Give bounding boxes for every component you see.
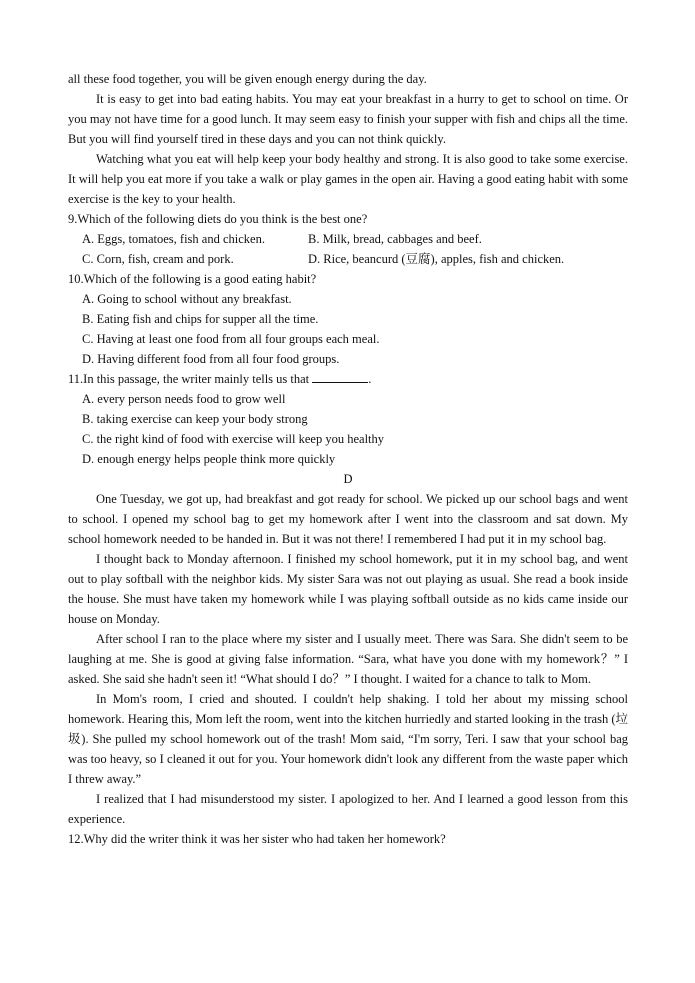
passage-d-paragraph-3: After school I ran to the place where my sister and I usually meet. There was Sara. She didn't seem to be laughing at me. She is good at giving false information. “Sara, what have you done with my homework？” I asked. She said she hadn't seen it! “What should I do？” I thought. I waited for a chance to talk to Mom. <box>68 632 628 686</box>
passage-d-paragraph-2: I thought back to Monday afternoon. I finished my school homework, put it in my school bag, and went out to play softball with the neighbor kids. My sister Sara was not out playing as usual. She read a book inside the house. She must have taken my homework while I was playing softball outside as no kids came inside our house on Monday. <box>68 552 628 626</box>
question-11-stem-line <box>68 369 628 389</box>
question-10-stem: 10.Which of the following is a good eating habit? <box>68 272 317 286</box>
question-10-option-c: C. Having at least one food from all four groups each meal. <box>82 332 380 346</box>
question-9 <box>68 209 628 269</box>
answer-blank <box>312 370 368 383</box>
question-9-options-row-1 <box>68 229 628 249</box>
question-11 <box>68 369 628 469</box>
question-11-stem-end: . <box>368 372 372 386</box>
passage-c-paragraph-1: It is easy to get into bad eating habits. You may eat your breakfast in a hurry to get to school on time. Or you may not have time for a good lunch. It may seem easy to finish your supper with fish and chips all the time. But you will find yourself tired in these days and you can not think quickly. <box>68 92 628 146</box>
question-10-option-d: D. Having different food from all four food groups. <box>82 352 340 366</box>
question-11-option-a: A. every person needs food to grow well <box>82 392 286 406</box>
question-9-options-row-2 <box>68 249 628 269</box>
passage-c-paragraph-0: all these food together, you will be given enough energy during the day. <box>68 72 427 86</box>
question-9-option-a: A. Eggs, tomatoes, fish and chicken. <box>82 232 265 246</box>
question-9-option-b: B. Milk, bread, cabbages and beef. <box>308 232 482 246</box>
passage-d-paragraph-5: I realized that I had misunderstood my sister. I apologized to her. And I learned a good lesson from this experience. <box>68 792 628 826</box>
section-d-heading: D <box>343 472 353 486</box>
question-11-stem: 11.In this passage, the writer mainly tells us that <box>68 372 310 386</box>
question-10-option-b: B. Eating fish and chips for supper all the time. <box>82 312 319 326</box>
question-9-stem: 9.Which of the following diets do you think is the best one? <box>68 212 368 226</box>
question-11-option-c: C. the right kind of food with exercise will keep you healthy <box>82 432 385 446</box>
question-11-option-d: D. enough energy helps people think more quickly <box>82 452 336 466</box>
passage-d-paragraph-1: One Tuesday, we got up, had breakfast and got ready for school. We picked up our school bags and went to school. I opened my school bag to get my homework after I went into the classroom and sat down. My school homework needed to be handed in. But it was not there! I remembered I had put it in my school bag. <box>68 492 628 546</box>
question-11-option-b: B. taking exercise can keep your body strong <box>82 412 308 426</box>
question-12-stem: 12.Why did the writer think it was her sister who had taken her homework? <box>68 832 446 846</box>
passage-d-paragraph-4: In Mom's room, I cried and shouted. I couldn't help shaking. I told her about my missing school homework. Hearing this, Mom left the room, went into the kitchen hurriedly and started looking in the trash (垃圾). She pulled my school homework out of the trash! Mom said, “I'm sorry, Teri. I saw that your school bag was too heavy, so I cleaned it out for you. Your homework didn't look any different from the waste paper which I threw away.” <box>68 692 628 786</box>
question-9-option-c: C. Corn, fish, cream and pork. <box>82 252 234 266</box>
question-10-option-a: A. Going to school without any breakfast. <box>82 292 292 306</box>
passage-c-paragraph-2: Watching what you eat will help keep your body healthy and strong. It is also good to take some exercise. It will help you eat more if you take a walk or play games in the open air. Having a good eating habit with some exercise is the key to your health. <box>68 152 628 206</box>
question-10 <box>68 269 628 369</box>
page-content <box>68 69 628 849</box>
question-9-option-d: D. Rice, beancurd (豆腐), apples, fish and chicken. <box>308 252 565 266</box>
